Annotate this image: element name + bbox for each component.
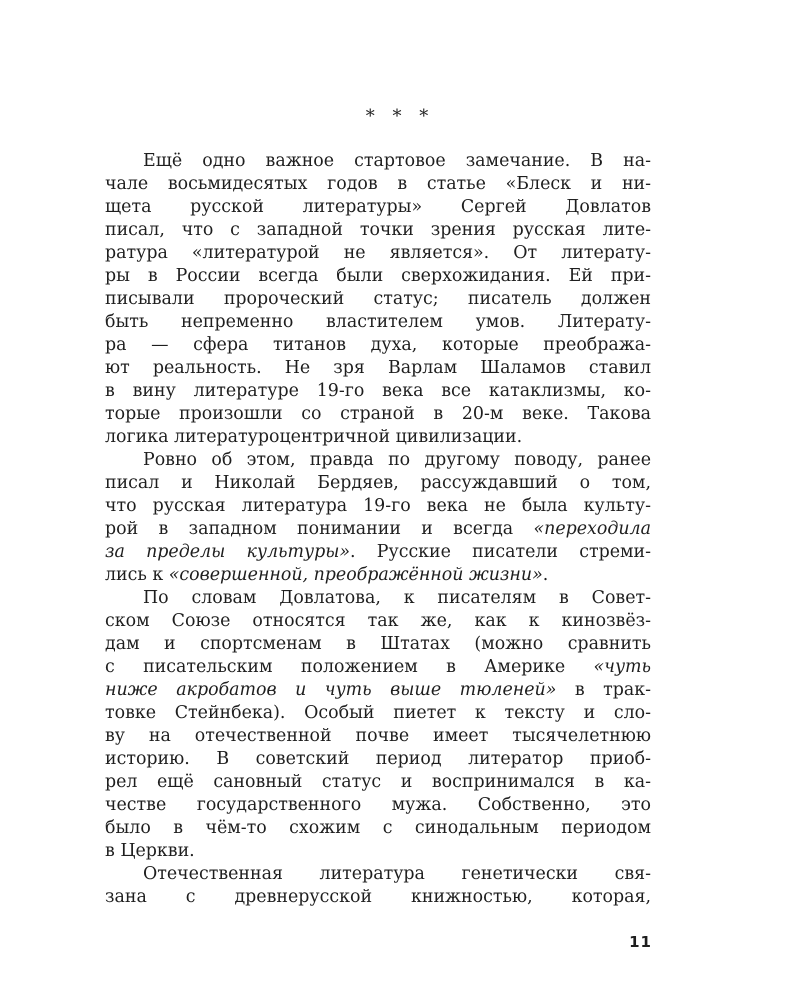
quote-italic: ниже акробатов и чуть выше тюленей» (105, 680, 557, 700)
text-line (143, 449, 651, 472)
quote-italic: за пределы культуры» (105, 542, 351, 562)
text-span: . (542, 565, 549, 585)
text-span: . Русские писатели стреми- (350, 542, 651, 562)
quote-italic: «совершенной, преображённой жизни» (168, 565, 543, 585)
text-span: ском Союзе относятся так же, как к кинозвёз- (105, 611, 651, 631)
text-span: Ровно об этом, правда по другому поводу, ранее (143, 450, 651, 470)
text-line (105, 794, 651, 817)
text-span: честве государственного мужа. Собственно, это (105, 795, 651, 815)
text-line: ра — сфера титанов духа, которые преобража- (105, 335, 651, 355)
text-line: торые произошли со страной в 20-м веке. Такова (105, 404, 651, 424)
text-span: лись к (105, 565, 169, 585)
section-separator: * * * (365, 106, 435, 127)
text-span: товке Стейнбека). Особый пиетет к тексту и сло- (105, 703, 651, 723)
text-line (105, 564, 651, 587)
text-line (105, 679, 651, 702)
text-span: было в чём-то схожим с синодальным периодом (105, 818, 651, 838)
text-line (105, 518, 651, 541)
text-line (143, 587, 651, 610)
text-span: с писательским положением в Америке (105, 657, 594, 677)
text-line: быть непременно властителем умов. Литерату- (105, 312, 651, 332)
text-line (105, 495, 651, 518)
text-span: ву на отечественной почве имеет тысячелетнюю (105, 726, 651, 746)
text-span: По словам Довлатова, к писателям в Совет- (143, 588, 651, 608)
text-line (105, 472, 651, 495)
text-line: логика литературоцентричной цивилизации. (105, 427, 523, 447)
text-span: в Церкви. (105, 841, 195, 861)
text-span: в трак- (556, 680, 651, 700)
text-line: писал, что с западной точки зрения русская лите- (105, 220, 651, 240)
text-line (105, 771, 651, 794)
text-line: в вину литературе 19-го века все катаклизмы, ко- (105, 381, 651, 401)
page-number: 11 (629, 933, 652, 951)
text-line: ратура «литературой не является». От литерату- (105, 243, 651, 263)
text-line: ры в России всегда были сверхожидания. Ей при- (105, 266, 651, 286)
text-line (105, 725, 651, 748)
text-line (105, 633, 651, 656)
text-span: историю. В советский период литератор приоб- (105, 749, 651, 769)
text-span: писал и Николай Бердяев, рассуждавший о том, (105, 473, 651, 493)
text-line (105, 702, 651, 725)
text-line: писывали пророческий статус; писатель должен (105, 289, 651, 309)
text-line: ют реальность. Не зря Варлам Шаламов ставил (105, 358, 651, 378)
quote-italic: «чуть (593, 657, 651, 677)
text-line: чале восьмидесятых годов в статье «Блеск и ни- (105, 174, 651, 194)
text-span: рел ещё сановный статус и воспринимался в ка- (105, 772, 651, 792)
text-line (105, 817, 651, 840)
quote-italic: «переходила (533, 519, 651, 539)
text-span: дам и спортсменам в Штатах (можно сравнить (105, 634, 651, 654)
text-span: рой в западном понимании и всегда (105, 519, 534, 539)
text-line (105, 656, 651, 679)
text-line (105, 748, 651, 771)
text-line: зана с древнерусской книжностью, которая, (105, 887, 651, 907)
text-span: что русская литература 19-го века не была культу- (105, 496, 651, 516)
text-line (105, 610, 651, 633)
text-line: щета русской литературы» Сергей Довлатов (105, 197, 651, 217)
text-line (105, 840, 651, 863)
text-line: Ещё одно важное стартовое замечание. В на- (143, 151, 651, 171)
text-line: Отечественная литература генетически свя- (143, 864, 651, 884)
text-line (105, 541, 651, 564)
